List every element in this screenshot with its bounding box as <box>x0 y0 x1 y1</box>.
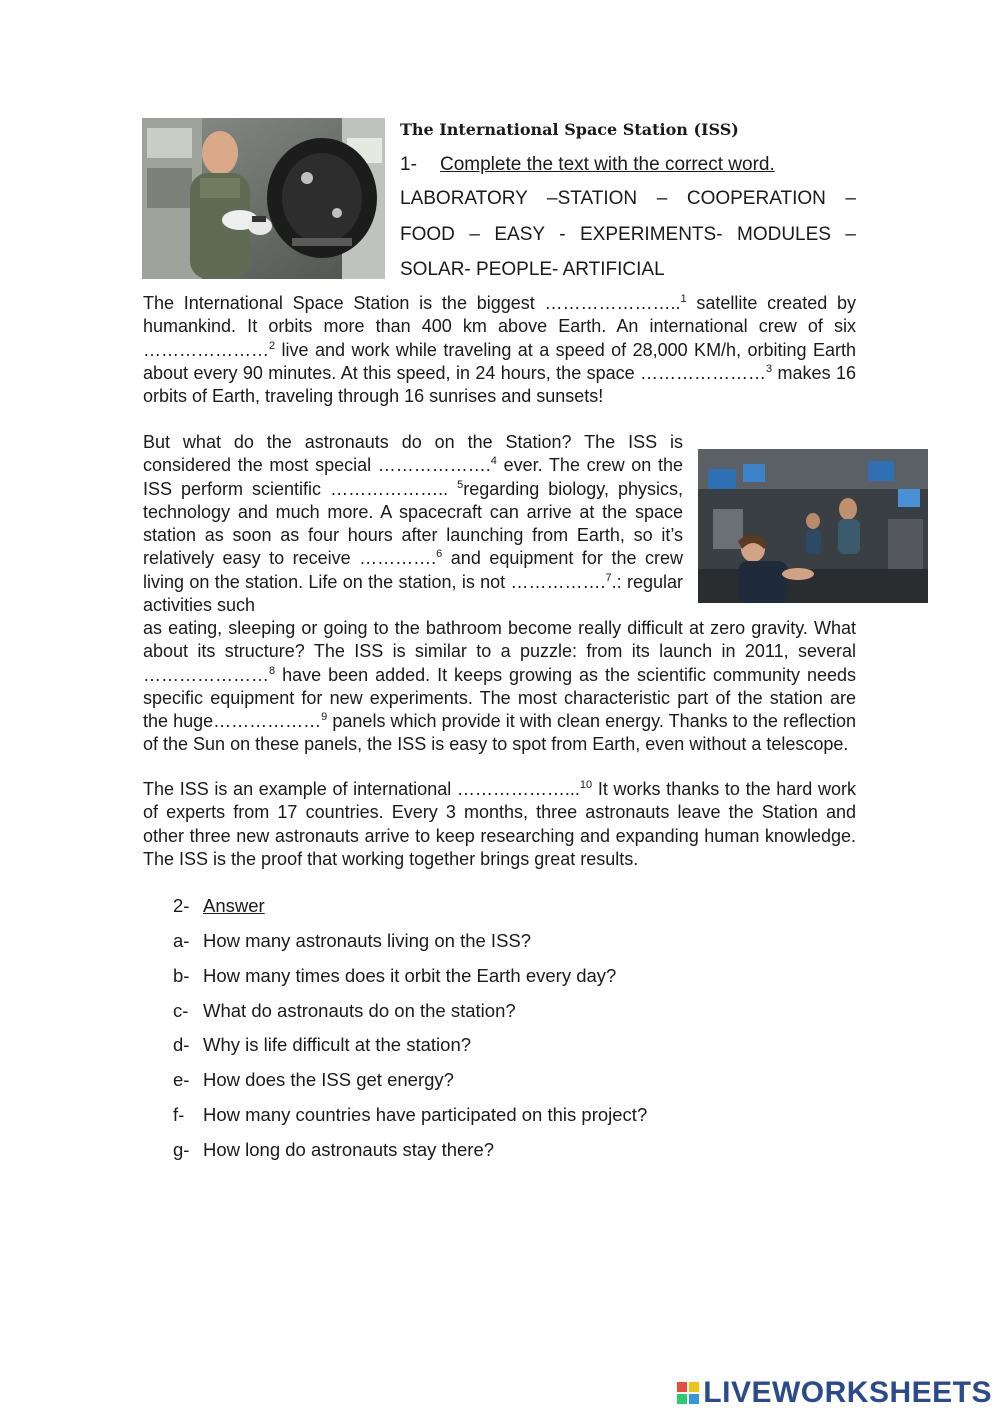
gap-number: 7 <box>605 571 612 584</box>
task-1-text: Complete the text with the correct word. <box>440 154 775 175</box>
question-text: How many countries have participated on this project? <box>203 1104 648 1125</box>
paragraph-4 <box>143 778 856 871</box>
question-b <box>173 965 616 987</box>
gap-number: 3 <box>766 362 773 375</box>
task-2-label: Answer <box>203 895 265 916</box>
p4-text: The ISS is an example of international ………………... <box>143 779 580 799</box>
question-text: How does the ISS get energy? <box>203 1069 454 1090</box>
p2-text: But what do the astronauts do on the Station? The ISS is considered the most special ………………. <box>143 432 683 476</box>
iss-crew-photo <box>698 449 928 603</box>
gap-number: 1 <box>680 293 687 305</box>
question-text: How long do astronauts stay there? <box>203 1139 495 1160</box>
question-letter: d- <box>173 1034 190 1055</box>
paragraph-3 <box>143 617 856 757</box>
word-bank-line-3: SOLAR- PEOPLE- ARTIFICIAL <box>400 259 665 280</box>
question-letter: e- <box>173 1069 190 1090</box>
p1-text: The International Space Station is the biggest ………………….. <box>143 293 681 313</box>
p1-text: live and work while traveling at a speed of 28,000 KM/h, orbiting Earth about every 90 minutes. At this speed, in 24 hours, the space ………………… <box>143 339 856 383</box>
p4-text: It works thanks to the hard work of experts from 17 countries. Every 3 months, three astronauts leave the Station and other three new astronauts arrive to keep researching and expanding human knowledge. The ISS is the proof that working together brings great results. <box>143 779 856 869</box>
question-text: Why is life difficult at the station? <box>203 1034 472 1055</box>
task-1-number: 1- <box>400 154 417 175</box>
question-e <box>173 1069 454 1091</box>
liveworksheets-logo <box>677 1376 992 1410</box>
p1-text: makes 16 orbits of Earth, traveling through 16 sunrises and sunsets! <box>143 362 856 407</box>
p3-text: as eating, sleeping or going to the bathroom become really difficult at zero gravity. What about its structure? The ISS is similar to a puzzle: from its launch in 2011, several ………………… <box>143 618 856 685</box>
question-c <box>173 1000 516 1022</box>
question-d <box>173 1034 471 1056</box>
question-a <box>173 930 531 952</box>
question-letter: b- <box>173 965 190 986</box>
question-letter: g- <box>173 1139 190 1160</box>
brand-text: LIVEWORKSHEETS <box>703 1376 992 1409</box>
p2-text: regarding biology, physics, technology and much more. A spacecraft can arrive at the space station as soon as four hours after launching from Earth, so it’s relatively easy to receive …………. <box>143 478 683 569</box>
p2-text: ever. The crew on the ISS perform scientific ……………….. <box>143 455 683 499</box>
gap-number: 5 <box>457 478 464 491</box>
gap-number: 10 <box>579 779 593 791</box>
p2-text: .: regular activities such <box>143 571 683 616</box>
gap-number: 4 <box>490 455 497 468</box>
p2-text: and equipment for the crew living on the station. Life on the station, is not ……………. <box>143 548 683 592</box>
question-letter: f- <box>173 1104 185 1125</box>
astronaut-photo <box>142 118 385 279</box>
liveworksheets-icon <box>677 1382 699 1404</box>
paragraph-1 <box>143 292 856 408</box>
p3-text: panels which provide it with clean energy. Thanks to the reflection of the Sun on these panels, the ISS is easy to spot from Earth, even without a telescope. <box>143 711 856 755</box>
question-letter: a- <box>173 930 190 951</box>
task-2-number: 2- <box>173 895 190 916</box>
question-text: What do astronauts do on the station? <box>203 1000 516 1021</box>
p1-text: satellite created by humankind. It orbits more than 400 km above Earth. An international crew of six ………………… <box>143 293 856 360</box>
question-text: How many times does it orbit the Earth every day? <box>203 965 617 986</box>
paragraph-2 <box>143 431 683 617</box>
question-letter: c- <box>173 1000 189 1021</box>
word-bank-line-2: FOOD – EASY - EXPERIMENTS- MODULES – <box>400 224 856 245</box>
question-g <box>173 1139 494 1161</box>
question-text: How many astronauts living on the ISS? <box>203 930 532 951</box>
gap-number: 6 <box>436 548 443 561</box>
gap-number: 9 <box>321 711 328 724</box>
question-f <box>173 1104 647 1126</box>
page-title: The International Space Station (ISS) <box>400 120 739 139</box>
gap-number: 2 <box>269 339 276 352</box>
word-bank-line-1: LABORATORY –STATION – COOPERATION – <box>400 188 856 209</box>
p3-text: have been added. It keeps growing as the scientific community needs specific equipment for new experiments. The most characteristic part of the station are the huge……………… <box>143 664 856 732</box>
task-2-heading <box>173 895 265 917</box>
task-1-instruction <box>400 154 775 176</box>
gap-number: 8 <box>269 664 276 677</box>
